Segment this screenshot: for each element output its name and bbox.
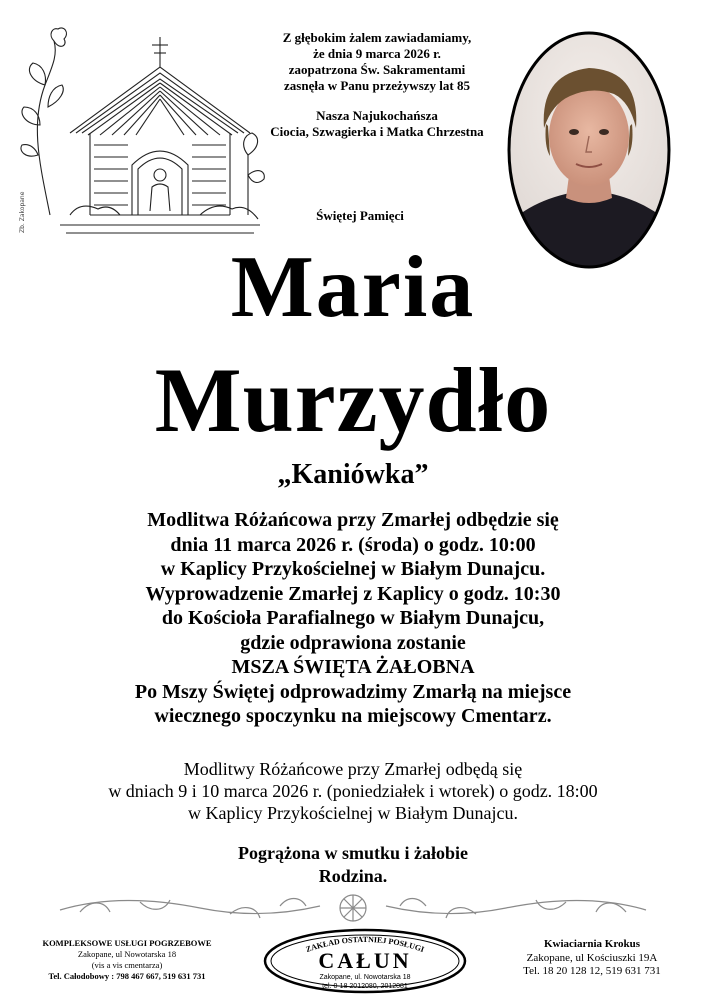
announcement-line: Wyprowadzenie Zmarłej z Kaplicy o godz. 10:30 [145,582,561,605]
funeral-home-name: KOMPLEKSOWE USŁUGI POGRZEBOWE [42,938,212,948]
announcement-line: wiecznego spoczynku na miejscowy Cmentarz. [154,705,552,727]
intro-line: że dnia 9 marca 2026 r. [313,46,441,61]
deceased-nickname: „Kaniówka” [277,459,429,490]
logo-top-text: ZAKŁAD OSTATNIEJ POSŁUGI [304,934,426,955]
logo-name: CAŁUN [318,948,412,973]
memory-label: Świętej Pamięci [316,208,404,223]
announcement-line: dnia 11 marca 2026 r. (środa) o godz. 10:00 [170,533,536,556]
prayer-line: w Kaplicy Przykościelnej w Białym Dunajcu. [188,803,518,823]
announcement-line: MSZA ŚWIĘTA ŻAŁOBNA [231,656,475,678]
deceased-last-name: Murzydło [154,349,552,451]
logo-address: Zakopane, ul. Nowotarska 18 [319,974,411,981]
mourning-line: Pogrążona w smutku i żałobie [237,843,468,863]
logo-phone: tel. 0-18 2012080, 2012081 [322,983,408,990]
florist-info [486,938,698,979]
intro-line: Nasza Najukochańsza [316,108,438,123]
florist-address: Zakopane, ul Kościuszki 19A [526,951,658,964]
announcement-line: gdzie odprawiona zostanie [240,631,466,654]
calun-logo [262,928,468,994]
funeral-home-phone: Tel. Całodobowy : 798 467 667, 519 631 731 [48,971,206,981]
intro-line: Z głębokim żalem zawiadamiamy, [282,30,472,45]
prayer-line: w dniach 9 i 10 marca 2026 r. (poniedziałek i wtorek) o godz. 18:00 [108,781,598,801]
intro-text [262,30,492,140]
mourning-signature [0,842,706,888]
announcement-line: Modlitwa Różańcowa przy Zmarłej odbędzie się [147,509,559,531]
funeral-home-note: (vis a vis cmentarza) [91,960,163,970]
prayer-line: Modlitwy Różańcowe przy Zmarłej odbędą się [183,759,523,779]
funeral-home-address: Zakopane, ul Nowotarska 18 [77,949,177,959]
announcement-line: Po Mszy Świętej odprowadzimy Zmarłą na miejsce [134,680,572,703]
intro-line: zasnęła w Panu przeżywszy lat 85 [284,78,470,93]
svg-text:Zb. Zakopane: Zb. Zakopane [19,191,26,233]
chapel-drawing-icon [10,15,270,240]
floral-ornament-icon [40,888,666,928]
prayer-announcement [0,758,706,824]
funeral-home-info [14,938,240,982]
announcement-line: do Kościoła Parafialnego w Białym Dunajcu, [161,607,545,629]
florist-phone: Tel. 18 20 128 12, 519 631 731 [523,965,661,977]
funeral-announcement [0,508,706,729]
florist-name: Kwiaciarnia Krokus [543,938,641,950]
intro-line: zaopatrzona Św. Sakramentami [288,62,466,77]
deceased-first-name: Maria [230,239,476,336]
mourning-line: Rodzina. [318,866,388,886]
portrait-photo [504,28,674,273]
intro-line: Ciocia, Szwagierka i Matka Chrzestna [270,124,484,139]
announcement-line: w Kaplicy Przykościelnej w Białym Dunajcu. [160,558,546,580]
